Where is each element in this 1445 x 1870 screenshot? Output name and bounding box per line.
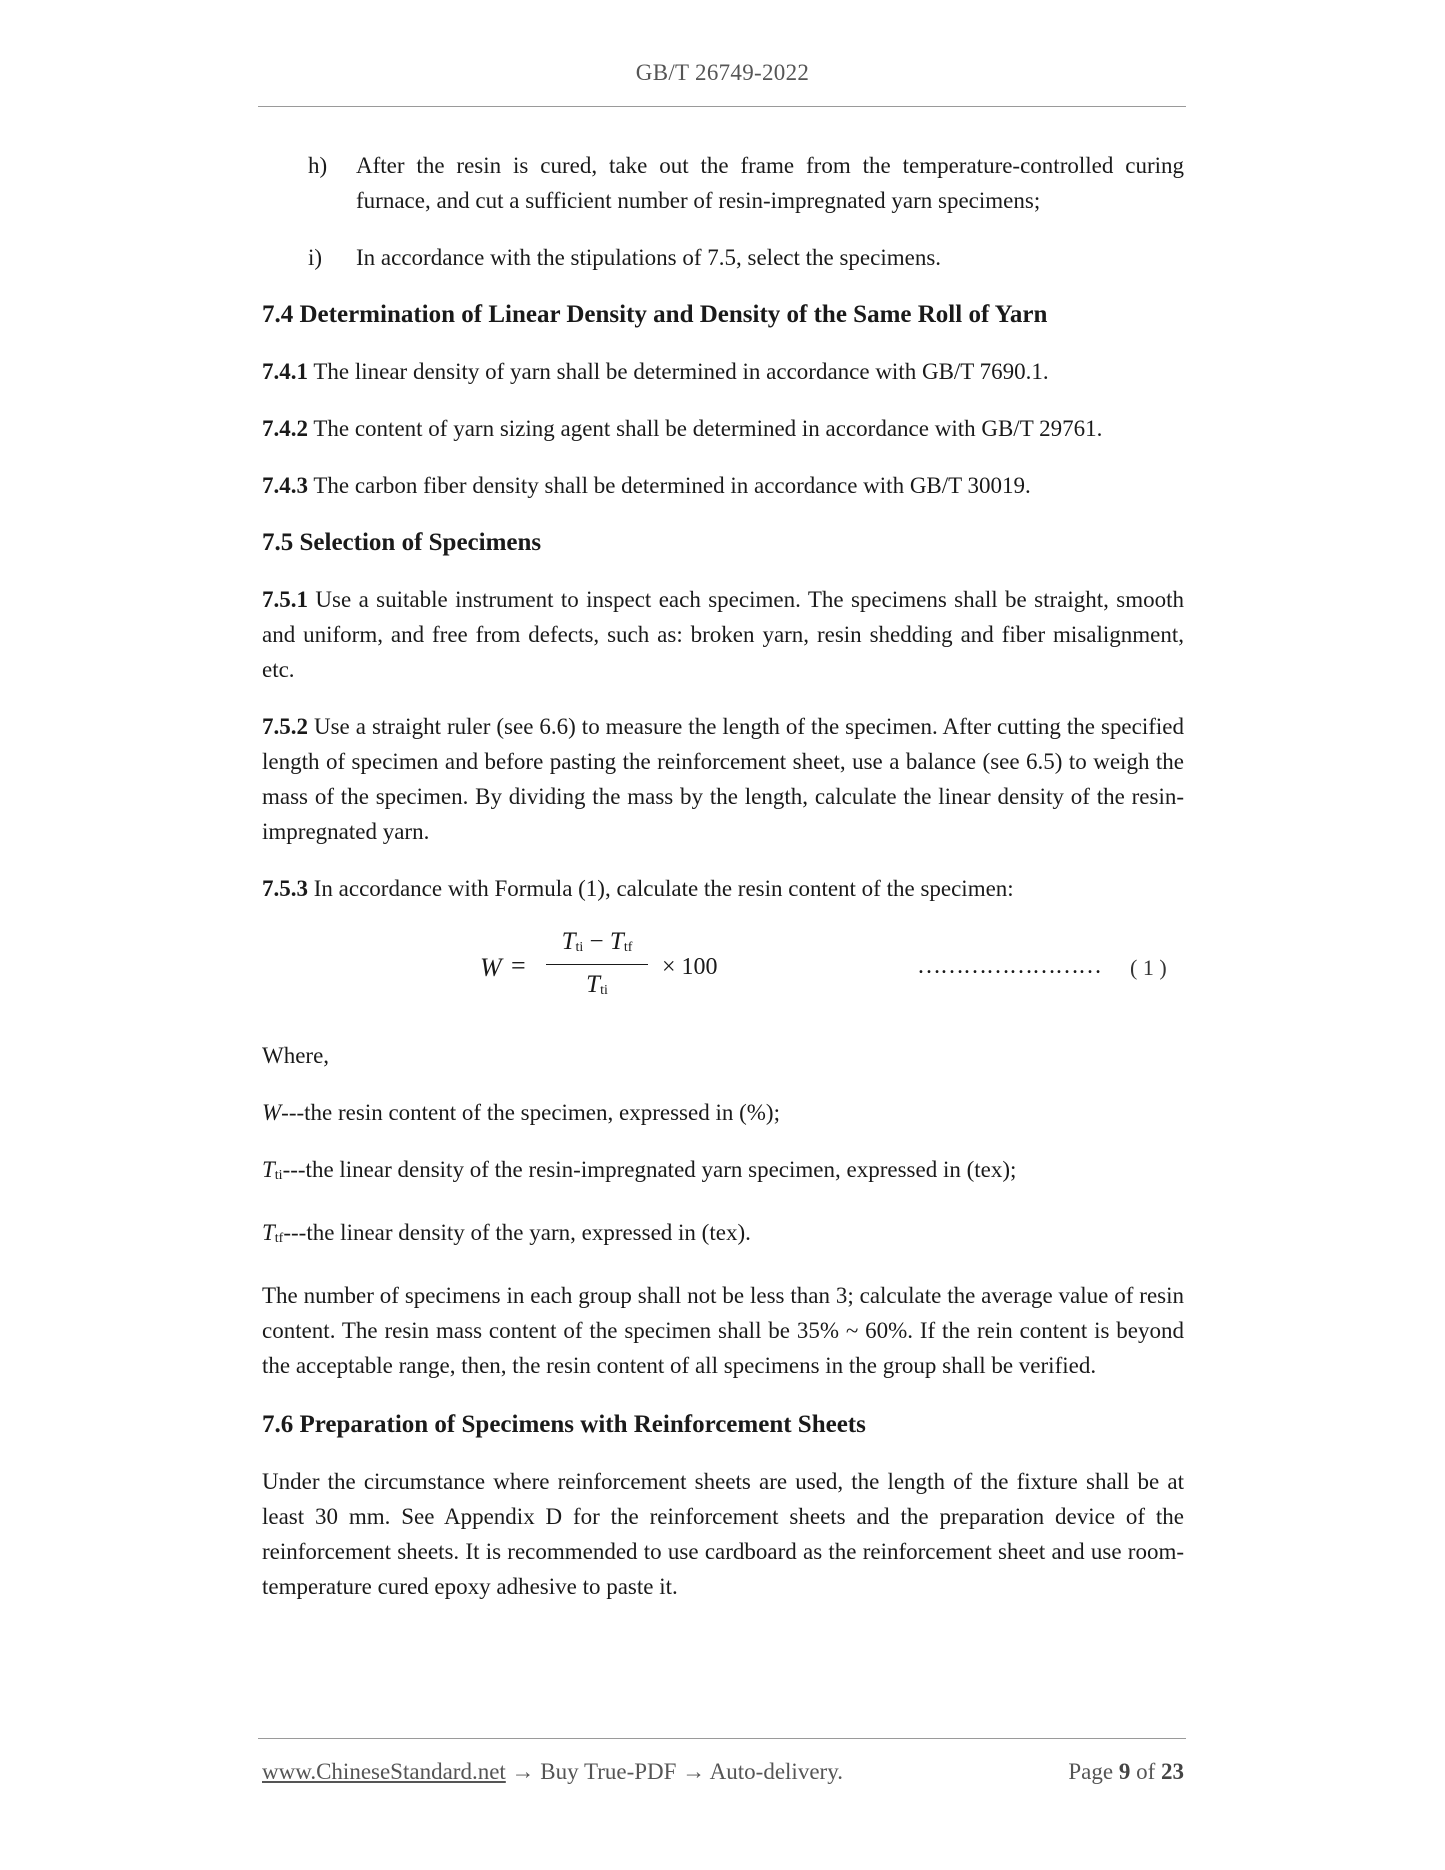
minus-sign: − [589,928,604,955]
formula-leader-dots: …………………… [917,953,1101,979]
clause-text: The content of yarn sizing agent shall be determined in accordance with GB/T 29761. [308,416,1103,441]
numerator-symbol-b: T [609,928,624,955]
formula-times-100: × 100 [662,954,718,980]
symbol: T [262,1220,275,1245]
clause-7-4-1 [262,354,1184,389]
clause-7-5-3 [262,871,1184,906]
page-footer [262,1759,1184,1785]
where-item-w [262,1095,1184,1130]
document-body [262,148,1184,1604]
header-divider [258,106,1186,107]
clause-7-4-3 [262,468,1184,503]
clause-text: The linear density of yarn shall be determined in accordance with GB/T 7690.1. [308,359,1049,384]
list-item-h [262,148,1184,218]
symbol: W [262,1100,282,1125]
clause-number: 7.4.1 [262,359,308,384]
chinesestandard-link[interactable]: www.ChineseStandard.net [262,1759,506,1784]
formula-equals: = [511,951,526,980]
numerator-sub-b: tf [623,940,633,955]
clause-7-4-2 [262,411,1184,446]
definition: ---the linear density of the resin-impregnated yarn specimen, expressed in (tex); [282,1157,1017,1182]
clause-number: 7.5.2 [262,714,308,739]
list-item-i [262,240,1184,275]
symbol-subscript: tf [274,1231,284,1246]
where-intro: Where, [262,1043,330,1068]
page-header-title: GB/T 26749-2022 [635,60,810,85]
arrow-right-icon: → [511,1759,535,1784]
clause-7-5-1 [262,582,1184,687]
clause-number: 7.4.3 [262,473,308,498]
section-heading-7-4: 7.4 Determination of Linear Density and Density of the Same Roll of Yarn [262,301,1048,328]
formula-1 [262,924,1184,1016]
page-word: Page [1068,1759,1114,1784]
clause-text: Use a straight ruler (see 6.6) to measure the length of the specimen. After cutting the specified length of specimen and before pasting the reinforcement sheet, use a balance (see 6.5) to weigh the mass of the specimen. By dividing the mass by the length, calculate the linear density of the resin-impregnated yarn. [262,714,1184,844]
clause-number: 7.5.3 [262,876,308,901]
of-word: of [1136,1759,1156,1784]
list-text: In accordance with the stipulations of 7.5, select the specimens. [356,245,942,270]
clause-text: The carbon fiber density shall be determined in accordance with GB/T 30019. [308,473,1031,498]
definition: ---the resin content of the specimen, expressed in (%); [281,1100,780,1125]
symbol-subscript: ti [274,1168,283,1183]
fraction-bar [546,964,648,965]
section-heading-7-5: 7.5 Selection of Specimens [262,529,542,556]
page-total: 23 [1161,1759,1184,1784]
numerator-symbol-a: T [561,928,576,955]
list-marker: h) [308,153,328,178]
footer-promo [262,1759,843,1785]
definition: ---the linear density of the yarn, expressed in (tex). [283,1220,751,1245]
clause-7-5-2 [262,709,1184,849]
numerator-sub-a: ti [575,940,584,955]
clause-number: 7.4.2 [262,416,308,441]
formula-number: ( 1 ) [1130,955,1167,980]
page-indicator [1068,1759,1184,1785]
paragraph-7-6: Under the circumstance where reinforcement sheets are used, the length of the fixture shall be at least 30 mm. See Appendix D for the reinforcement sheets and the preparation device of the reinforcement sheets. It is recommended to use cardboard as the reinforcement sheet and use room-temperature cured epoxy adhesive to paste it. [262,1469,1184,1599]
list-text: After the resin is cured, take out the frame from the temperature-controlled curing furnace, and cut a sufficient number of resin-impregnated yarn specimens; [356,153,1184,213]
clause-text: Use a suitable instrument to inspect each specimen. The specimens shall be straight, smooth and uniform, and free from defects, such as: broken yarn, resin shedding and fiber misalignment, etc. [262,587,1184,682]
clause-number: 7.5.1 [262,587,308,612]
formula-lhs: W [480,953,502,982]
page-number: 9 [1118,1759,1131,1784]
formula-numerator [542,924,652,965]
formula-denominator [542,967,652,1008]
where-item-tti [262,1152,1184,1193]
auto-delivery-text: Auto-delivery. [709,1759,843,1784]
footer-divider [258,1738,1186,1739]
list-marker: i) [308,245,323,270]
arrow-right-icon: → [682,1759,706,1784]
symbol: T [262,1157,275,1182]
clause-text: In accordance with Formula (1), calculate the resin content of the specimen: [308,876,1014,901]
section-heading-7-6: 7.6 Preparation of Specimens with Reinforcement Sheets [262,1411,866,1438]
denominator-symbol: T [586,971,601,998]
paragraph-group-requirement: The number of specimens in each group shall not be less than 3; calculate the average value of resin content. The resin mass content of the specimen shall be 35% ~ 60%. If the rein content is beyond the acceptable range, then, the resin content of all specimens in the group shall be verified. [262,1283,1184,1378]
denominator-sub: ti [600,983,608,998]
where-item-ttf [262,1215,1184,1256]
buy-true-pdf-text: Buy True-PDF [540,1759,677,1784]
